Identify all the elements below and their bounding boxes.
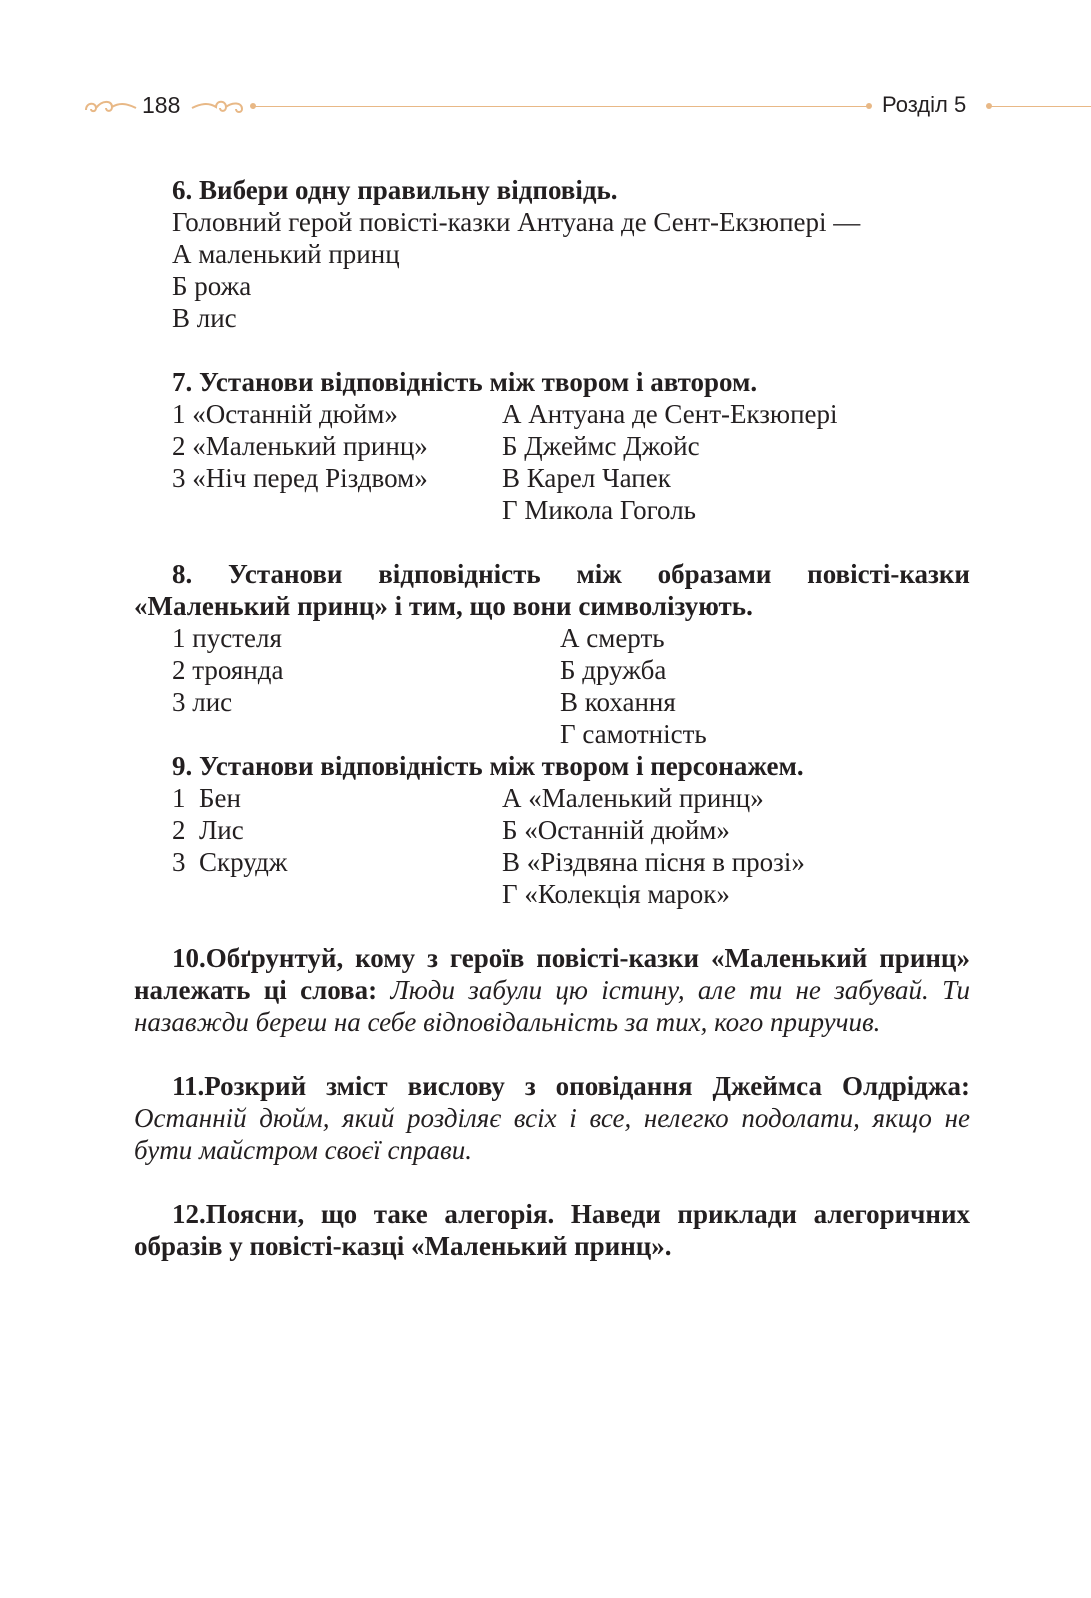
- task-number: 12.: [172, 1199, 206, 1229]
- answer-option: А маленький принц: [172, 239, 400, 269]
- header-rule: [254, 106, 868, 107]
- match-left-item: 2 «Маленький принц»: [172, 431, 428, 461]
- task-question: Поясни, що таке алегорія. Наведи приклади алегоричних образів у повісті-казці «Маленький принц».: [134, 1199, 970, 1261]
- task-7: [134, 366, 970, 526]
- task-question: Обґрунтуй, кому з героїв повісті-казки «Маленький принц» належать ці слова:: [134, 943, 970, 1005]
- match-right-item: Г Микола Гоголь: [502, 495, 696, 525]
- task-6: [134, 174, 970, 334]
- match-right-item: Б дружба: [560, 655, 667, 685]
- match-left-item: 1 Бен: [172, 783, 241, 813]
- task-question: Розкрий зміст вислову з оповідання Джеймса Олдріджа:: [204, 1071, 970, 1101]
- answer-option: В лис: [172, 303, 237, 333]
- header-dot: [866, 103, 872, 109]
- match-left-item: 3 Скрудж: [172, 847, 288, 877]
- task-number: 10.: [172, 943, 206, 973]
- task-question: 7. Установи відповідність між твором і автором.: [172, 367, 758, 397]
- match-left-item: 2 троянда: [172, 655, 284, 685]
- task-8: [134, 558, 970, 750]
- match-left-item: 3 лис: [172, 687, 233, 717]
- ornament-swirl-icon: [82, 96, 138, 118]
- header-rule: [990, 106, 1091, 107]
- match-left-item: 3 «Ніч перед Різдвом»: [172, 463, 428, 493]
- task-question: 6. Вибери одну правильну відповідь.: [172, 175, 618, 205]
- match-right-item: А смерть: [560, 623, 665, 653]
- match-left-item: 2 Лис: [172, 815, 244, 845]
- task-12: [134, 1198, 970, 1262]
- ornament-swirl-icon: [190, 96, 246, 118]
- task-question: 8. Установи відповідність між образами повісті-казки «Маленький принц» і тим, що вони символізують.: [134, 559, 970, 621]
- task-stem: Головний герой повісті-казки Антуана де Сент-Екзюпері —: [172, 207, 861, 237]
- task-11: [134, 1070, 970, 1166]
- match-right-item: А Антуана де Сент-Екзюпері: [502, 399, 838, 429]
- task-9: [134, 750, 970, 910]
- match-right-item: Г «Колекція марок»: [502, 879, 730, 909]
- match-left-item: 1 пустеля: [172, 623, 282, 653]
- match-left-item: 1 «Останній дюйм»: [172, 399, 398, 429]
- match-right-item: Г самотність: [560, 719, 707, 749]
- answer-option: Б рожа: [172, 271, 252, 301]
- page-header: [0, 86, 1091, 130]
- match-right-item: В «Різдвяна пісня в прозі»: [502, 847, 805, 877]
- page-number: 188: [142, 92, 181, 118]
- task-quote: Люди забули цю істину, але ти не забувай. Ти назавжди береш на себе відповідальність за тих, кого приручив.: [134, 975, 970, 1037]
- task-10: [134, 942, 970, 1038]
- match-right-item: Б «Останній дюйм»: [502, 815, 730, 845]
- match-right-item: В Карел Чапек: [502, 463, 671, 493]
- task-question: 9. Установи відповідність між твором і персонажем.: [172, 751, 804, 781]
- page-content: [134, 174, 970, 1262]
- task-number: 11.: [172, 1071, 205, 1101]
- match-right-item: В кохання: [560, 687, 676, 717]
- section-label: Розділ 5: [882, 92, 967, 117]
- match-right-item: А «Маленький принц»: [502, 783, 764, 813]
- match-right-item: Б Джеймс Джойс: [502, 431, 700, 461]
- task-quote: Останній дюйм, який розділяє всіх і все, нелегко подолати, якщо не бути майстром своєї справи.: [134, 1103, 970, 1165]
